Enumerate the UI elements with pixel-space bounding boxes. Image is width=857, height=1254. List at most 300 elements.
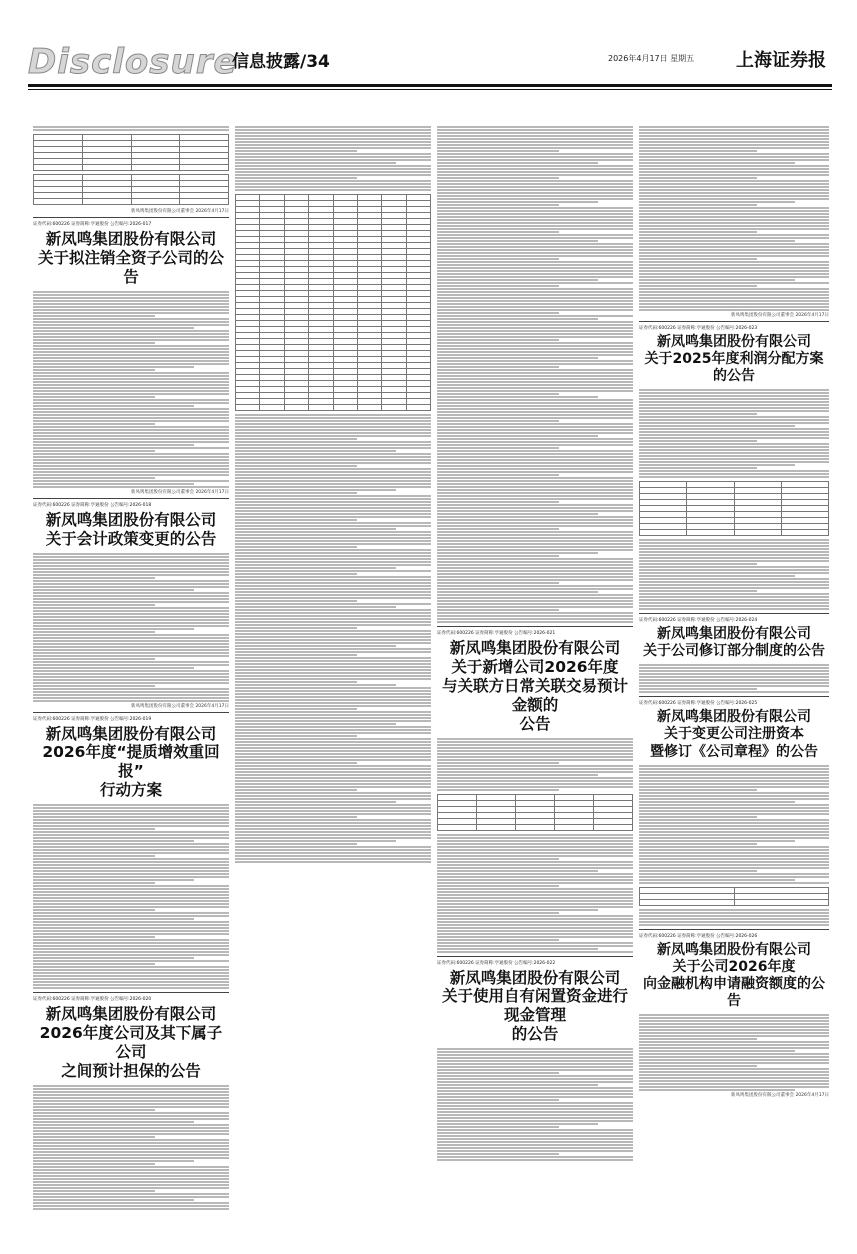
text-line [33,387,229,389]
text-line [639,849,829,851]
table-cell [406,405,430,411]
text-line [33,816,229,818]
text-line [437,615,633,617]
text-line [639,1014,829,1016]
text-line [33,1169,229,1171]
text-line [437,1093,633,1095]
text-line [437,351,633,353]
text-line [437,762,559,764]
text-line [235,438,357,440]
text-line [235,132,431,134]
text-line [235,558,431,560]
text-line [235,573,357,575]
table-row [438,824,633,830]
text-line [437,231,559,233]
masthead-rule [28,84,832,87]
text-line [437,1120,633,1122]
text-line [639,1068,829,1070]
text-line [235,576,431,578]
notice-title: 新凤鸣集团股份有限公司 关于使用自有闲置资金进行现金管理 的公告 [441,968,628,1044]
text-line [639,664,829,666]
text-line [235,825,431,827]
text-line [33,357,229,359]
text-line [639,458,829,460]
text-line [33,309,229,311]
text-line [33,625,229,627]
text-line [437,1087,633,1089]
text-line [437,435,598,437]
text-line [437,261,633,263]
text-line [437,909,598,911]
text-line [437,1153,559,1155]
text-line [437,903,633,905]
table-cell [687,530,734,536]
text-line [235,585,431,587]
text-line [437,447,559,449]
text-line [437,885,559,887]
column-2 [235,125,431,864]
text-line [33,1208,229,1210]
text-line [33,441,229,443]
text-line [33,318,229,320]
text-line [639,252,829,254]
text-line [235,783,431,785]
divider [639,321,829,322]
text-line [437,399,633,401]
text-line [235,597,431,599]
text-line [235,453,431,455]
notice-body [33,1085,229,1210]
text-line [235,750,431,752]
text-line [437,936,633,938]
masthead [0,0,857,118]
text-line [437,1150,633,1152]
text-line [639,1053,829,1055]
text-line [33,1088,229,1090]
text-line [33,580,229,582]
text-line [33,1100,229,1102]
text-line [437,834,633,836]
notice-body [639,126,829,311]
text-line [33,673,229,675]
table-cell [734,530,781,536]
text-line [235,612,431,614]
text-line [639,870,757,872]
text-line [639,840,795,842]
text-line [437,1102,633,1104]
text-line [437,840,633,842]
notice-body [33,553,229,702]
notice-code: 证券代码:600226 证券简称:亨通股份 公告编号:2026-017 [33,222,152,227]
text-line [235,144,431,146]
text-line [437,132,633,134]
text-line [437,768,633,770]
text-line [639,876,829,878]
table-cell [734,899,829,905]
text-line [235,462,431,464]
text-line [235,465,357,467]
text-line [639,1056,829,1058]
notice-code: 证券代码:600226 证券简称:亨通股份 公告编号:2026-026 [639,933,758,939]
text-line [235,534,431,536]
text-line [437,183,633,185]
notice-body [437,834,633,953]
text-line [33,417,229,419]
text-line [235,606,396,608]
text-line [639,587,829,589]
text-line [33,297,229,299]
text-line [235,582,431,584]
divider [437,956,633,957]
text-line [639,1062,829,1064]
text-line [437,489,633,491]
text-line [437,951,633,953]
text-line [437,519,633,521]
text-line [437,495,633,497]
text-line [33,375,229,377]
text-line [235,501,431,503]
text-line [639,258,757,260]
text-line [33,351,229,353]
text-line [639,213,829,215]
text-line [33,945,229,947]
text-line [437,462,633,464]
text-line [639,171,829,173]
text-line [33,300,229,302]
table-cell [131,199,180,205]
text-line [235,579,431,581]
text-line [437,339,559,341]
text-line [33,1178,229,1180]
text-line [437,267,633,269]
text-line [235,435,431,437]
text-line [437,342,633,344]
text-line [639,1080,829,1082]
text-line [235,723,396,725]
text-line [437,585,633,587]
text-line [437,153,633,155]
text-line [639,198,829,200]
text-line [437,1105,633,1107]
text-line [33,700,229,702]
text-line [235,174,431,176]
text-line [437,141,633,143]
text-line [437,582,559,584]
text-line [235,492,357,494]
text-line [33,1151,229,1153]
text-line [235,183,431,185]
text-line [33,435,229,437]
text-line [33,927,229,929]
text-line [33,697,229,699]
text-line [33,384,229,386]
table-cell [640,899,735,905]
text-line [437,210,633,212]
text-line [33,1109,155,1111]
text-line [235,699,431,701]
text-line [639,297,829,299]
text-line [639,150,757,152]
text-line [235,186,431,188]
text-line [33,1160,194,1162]
text-line [437,945,633,947]
text-line [639,177,757,179]
text-line [235,834,431,836]
text-line [437,846,633,848]
text-line [437,291,633,293]
text-line [33,924,229,926]
text-line [33,855,155,857]
text-line [33,321,229,323]
text-line [437,174,633,176]
text-line [437,852,633,854]
text-line [639,404,829,406]
text-line [437,243,633,245]
text-line [437,441,633,443]
text-line [33,462,229,464]
text-line [639,1050,795,1052]
text-line [235,810,431,812]
text-line [437,942,633,944]
text-line [437,843,633,845]
text-line [639,566,829,568]
table-cell [640,530,687,536]
text-line [33,906,229,908]
text-line [437,591,598,593]
text-line [437,552,598,554]
text-line [639,563,757,565]
text-line [437,477,633,479]
text-line [33,646,229,648]
text-line [437,255,633,257]
text-line [437,741,633,743]
text-line [33,1106,229,1108]
text-line [437,747,633,749]
text-line [33,1085,229,1087]
text-line [235,720,431,722]
text-line [33,408,229,410]
text-line [639,264,829,266]
text-line [639,168,829,170]
text-line [639,1044,829,1046]
text-line [33,330,229,332]
text-line [235,546,357,548]
text-line [437,849,633,851]
text-line [639,413,757,415]
text-line [437,327,633,329]
text-line [639,309,829,311]
table-cell [34,165,83,171]
text-line [235,786,431,788]
text-line [639,858,829,860]
text-line [639,452,829,454]
text-line [235,447,431,449]
text-line [235,180,431,182]
text-line [235,498,431,500]
text-line [33,975,229,977]
text-line [437,753,633,755]
text-line [639,774,829,776]
text-line [235,483,431,485]
text-line [33,619,229,621]
text-line [437,1108,633,1110]
text-line [33,843,229,845]
text-line [33,1205,229,1207]
text-line [235,816,357,818]
text-line [639,673,829,675]
notice-signature: 新凤鸣集团股份有限公司董事会 2026年4月17日 [131,209,229,214]
text-line [437,420,559,422]
text-line [639,554,829,556]
text-line [437,426,633,428]
text-line [639,189,829,191]
divider [33,498,229,499]
text-line [33,879,194,881]
text-line [33,804,229,806]
text-line [235,129,431,131]
text-line [235,537,431,539]
text-line [437,348,633,350]
table-cell [131,165,180,171]
text-line [235,738,431,740]
text-line [639,443,829,445]
text-line [639,156,829,158]
issue-date: 2026年4月17日 星期五 [608,54,695,63]
text-line [437,150,559,152]
text-line [437,147,633,149]
text-line [639,843,757,845]
text-line [639,246,829,248]
text-line [437,594,633,596]
text-line [33,378,229,380]
text-line [33,1121,194,1123]
text-line [33,339,229,341]
text-line [437,579,633,581]
text-line [33,867,229,869]
text-line [437,855,633,857]
text-line [33,951,229,953]
text-line [235,168,431,170]
data-table [437,794,633,831]
text-line [33,1196,229,1198]
text-line [235,696,431,698]
text-line [437,534,633,536]
text-line [437,228,633,230]
table-row [640,530,829,536]
text-line [639,912,829,914]
text-line [639,560,829,562]
text-line [33,1148,229,1150]
text-line [437,300,633,302]
text-line [235,570,431,572]
text-line [437,1114,633,1116]
text-line [639,834,829,836]
text-line [33,1133,229,1135]
text-line [235,813,431,815]
text-line [33,372,229,374]
text-line [437,366,559,368]
notice-signature: 新凤鸣集团股份有限公司董事会 2026年4月17日 [131,703,229,709]
text-line [639,1017,829,1019]
notice-code: 证券代码:600226 证券简称:亨通股份 公告编号:2026-019 [33,716,152,722]
text-line [437,249,633,251]
text-line [235,852,431,854]
table-cell [357,405,381,411]
divider [33,217,229,218]
text-line [639,476,829,478]
text-line [437,498,633,500]
notice-body [437,126,633,623]
text-line [235,426,431,428]
text-line [235,471,431,473]
text-line [437,411,633,413]
notice-body [639,539,829,610]
text-line [33,828,155,830]
text-line [437,306,633,308]
text-line [235,777,431,779]
text-line [33,682,229,684]
text-line [235,855,431,857]
text-line [235,474,431,476]
text-line [437,414,633,416]
text-line [437,438,633,440]
text-line [33,900,229,902]
text-line [437,789,559,791]
text-line [437,396,598,398]
notice-title: 新凤鸣集团股份有限公司 关于拟注销全资子公司的公告 [37,230,224,286]
text-line [639,144,829,146]
text-line [33,691,229,693]
notice-body [235,414,431,863]
text-line [437,246,633,248]
notice-code: 证券代码:600226 证券简称:亨通股份 公告编号:2026-020 [33,997,152,1003]
text-line [33,306,229,308]
text-line [437,216,633,218]
text-line [33,819,229,821]
text-line [33,852,229,854]
text-line [437,882,633,884]
text-line [235,561,431,563]
text-line [639,1086,829,1088]
text-line [639,688,757,690]
text-line [33,1163,155,1165]
text-line [639,306,829,308]
text-line [639,864,829,866]
text-line [33,846,229,848]
text-line [639,129,829,131]
text-line [437,549,633,551]
text-line [437,1051,633,1053]
text-line [639,285,757,287]
text-line [437,609,559,611]
text-line [33,616,229,618]
text-line [437,423,633,425]
text-line [437,765,633,767]
table-row [640,899,829,905]
text-line [639,303,829,305]
text-line [235,858,431,860]
text-line [235,417,431,419]
text-line [437,444,633,446]
notice-title: 新凤鸣集团股份有限公司 关于会计政策变更的公告 [45,510,217,548]
text-line [235,162,396,164]
text-line [437,612,633,614]
text-line [437,501,559,503]
text-line [33,840,194,842]
text-line [437,162,598,164]
text-line [235,741,431,743]
text-line [235,552,431,554]
